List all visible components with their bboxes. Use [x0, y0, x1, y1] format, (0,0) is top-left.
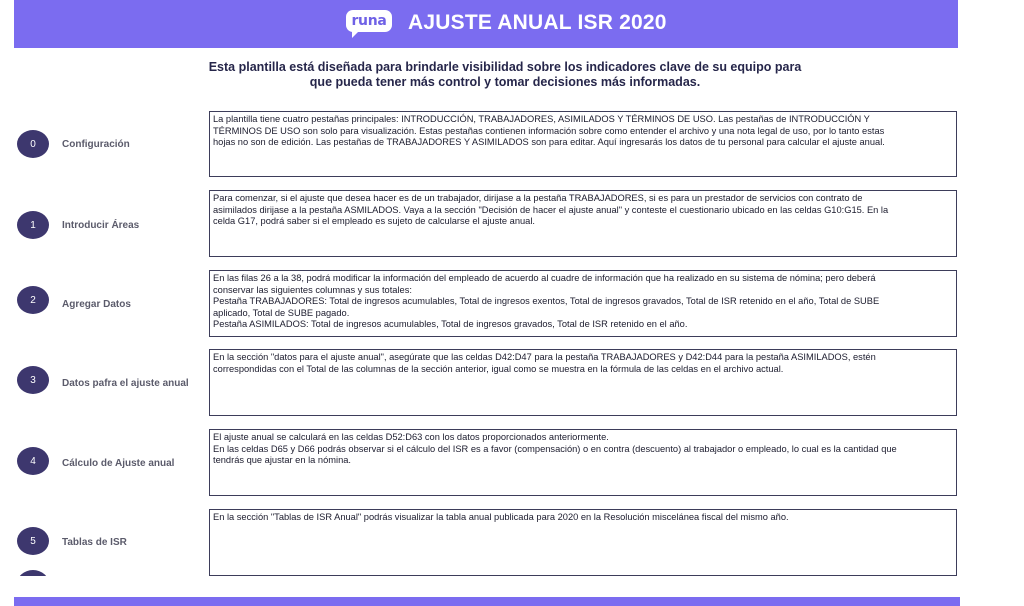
step-number-4: 4 — [17, 447, 49, 475]
description-line: aplicado, Total de SUBE pagado. — [213, 307, 350, 318]
description-line: En la sección "Tablas de ISR Anual" podrás visualizar la tabla anual publicada para 2020 en la Resolución miscelánea fiscal del mismo año. — [213, 512, 789, 522]
intro-line-2: que pueda tener más control y tomar decisiones más informadas. — [309, 75, 701, 89]
step-label-calculo-ajuste: Cálculo de Ajuste anual — [62, 458, 175, 469]
step-description-2 — [209, 270, 957, 337]
description-line: asimilados dirijase a la pestaña ASMILADOS. Vaya a la sección "Decisión de hacer el ajuste anual" y conteste el cuestionario ubicado en las celdas G10:G15. En la — [213, 204, 889, 215]
description-line: tendrás que ajustar en la nómina. — [213, 455, 351, 465]
step-label-configuracion: Configuración — [62, 139, 130, 150]
description-line: En la sección "datos para el ajuste anual", asegúrate que las celdas D42:D47 para la pestaña TRABAJADORES y D42:D44 para la pestaña ASIMILADOS, estén — [213, 352, 876, 362]
header-banner — [14, 0, 958, 48]
step-number-5: 5 — [17, 527, 49, 555]
description-line: hojas no son de edición. Las pestañas de TRABAJADORES Y ASIMILADOS son para editar. Aquí ingresarás los datos de tu personal para calcular el ajuste anual. — [213, 137, 885, 147]
description-line: celda G17, podrá saber si el empleado es sujeto de calcularse el ajuste anual. — [213, 216, 535, 226]
step-label-datos-ajuste-anual: Datos pafra el ajuste anual — [62, 378, 189, 389]
page-title: AJUSTE ANUAL ISR 2020 — [408, 11, 667, 34]
step-number-1: 1 — [17, 211, 49, 239]
description-line: Pestaña ASIMILADOS: Total de ingresos acumulables, Total de ingresos gravados, Total de ISR retenido en el año. — [213, 319, 688, 329]
step-description-1 — [209, 190, 957, 257]
step-description-0 — [209, 111, 957, 177]
step-number-3: 3 — [17, 366, 49, 394]
intro-line-1: Esta plantilla está diseñada para brindarle visibilidad sobre los indicadores clave de su equipo para — [208, 60, 802, 74]
step-description-4 — [209, 429, 957, 496]
step-label-introducir-areas: Introducir Áreas — [62, 220, 140, 231]
description-line: En las filas 26 a la 38, podrá modificar la información del empleado de acuerdo al cuadre de información que ha realizado en su sistema de nómina; pero deberá — [213, 273, 876, 283]
partial-step-circle — [17, 570, 49, 576]
description-line: En las celdas D65 y D66 podrás observar si el cálculo del ISR es a favor (compensación) o en contra (descuento) al trabajador o empleado, lo cual es la cantidad que — [213, 443, 897, 454]
step-label-tablas-isr: Tablas de ISR — [62, 537, 127, 548]
description-line: Pestaña TRABAJADORES: Total de ingresos acumulables, Total de ingresos exentos, Total de ingresos gravados, Total de ISR retenido en el año, Total de SUBE — [213, 296, 880, 306]
description-line: Para comenzar, si el ajuste que desea hacer es de un trabajador, dirijase a la pestaña TRABAJADORES, si es para un prestador de servicios con contrato de — [213, 193, 863, 203]
step-number-2: 2 — [17, 286, 49, 314]
step-description-3 — [209, 349, 957, 416]
step-number-0: 0 — [17, 130, 49, 158]
footer-banner — [14, 597, 960, 606]
step-description-5 — [209, 509, 957, 576]
step-label-agregar-datos: Agregar Datos — [62, 299, 131, 310]
description-line: TÉRMINOS DE USO son solo para visualización. Estas pestañas contienen información sobre como entender el archivo y una nota legal de uso, por lo tanto estas — [213, 125, 885, 136]
runa-logo — [346, 10, 392, 32]
description-line: El ajuste anual se calculará en las celdas D52:D63 con los datos proporcionados anteriormente. — [213, 432, 609, 442]
logo-text: runa — [351, 13, 387, 29]
description-line: correspondidas con el Total de las columnas de la sección anterior, igual como se muestra en la fórmula de las celdas en el archivo actual. — [213, 363, 784, 374]
description-line: conservar las siguientes columnas y sus totales: — [213, 284, 412, 295]
description-line: La plantilla tiene cuatro pestañas principales: INTRODUCCIÓN, TRABAJADORES, ASIMILADOS Y TÉRMINOS DE USO. Las pestañas de INTRODUCCIÓN Y — [213, 114, 870, 124]
intro-text — [200, 60, 810, 90]
